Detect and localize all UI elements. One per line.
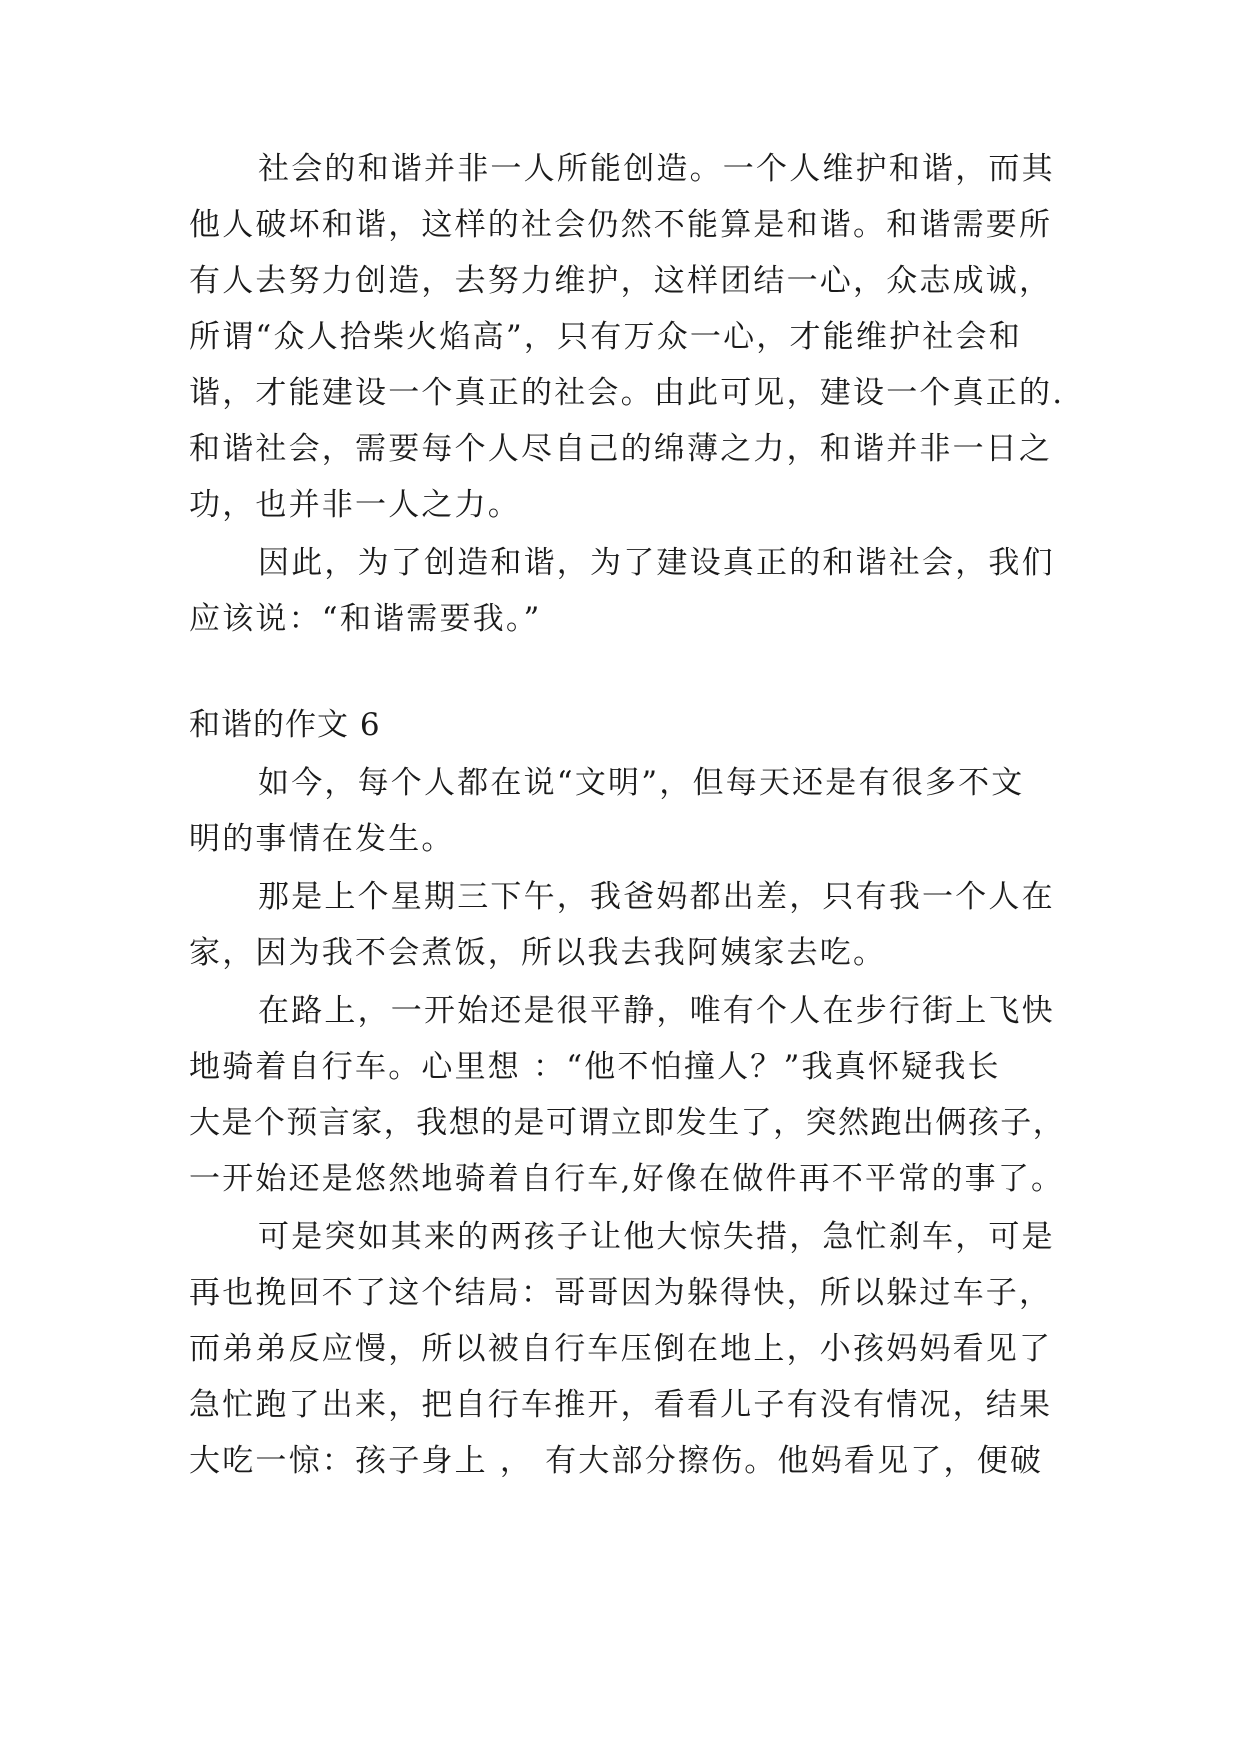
text-line: 那是上个星期三下午，我爸妈都出差，只有我一个人在 [258,879,1055,915]
text-line: 和谐社会，需要每个人尽自己的绵薄之力，和谐并非一日之 [189,431,1053,467]
text-line: 再也挽回不了这个结局：哥哥因为躲得快，所以躲过车子， [189,1275,1053,1311]
text-line: 一开始还是悠然地骑着自行车,好像在做件再不平常的事了。 [189,1161,1065,1197]
text-line: 急忙跑了出来，把自行车推开，看看儿子有没有情况，结果 [189,1387,1053,1423]
section-title: 和谐的作文 6 [189,707,381,743]
text-line: 他人破坏和谐，这样的社会仍然不能算是和谐。和谐需要所 [189,207,1053,243]
text-line: 社会的和谐并非一人所能创造。一个人维护和谐，而其 [258,151,1055,187]
text-line: 谐，才能建设一个真正的社会。由此可见，建设一个真正的. [189,375,1065,411]
text-line: 大吃一惊：孩子身上 ， 有大部分擦伤。他妈看见了，便破 [189,1443,1044,1479]
text-line: 因此，为了创造和谐，为了建设真正的和谐社会，我们 [258,545,1055,581]
text-line: 家，因为我不会煮饭，所以我去我阿姨家去吃。 [189,935,887,971]
text-line: 明的事情在发生。 [189,821,455,857]
text-line: 应该说：“和谐需要我。” [189,601,542,637]
text-line: 可是突如其来的两孩子让他大惊失措，急忙刹车，可是 [258,1219,1055,1255]
text-line: 所谓“众人拾柴火焰高”，只有万众一心，才能维护社会和 [189,319,1022,355]
text-line: 地骑着自行车。心里想 ：“他不怕撞人？”我真怀疑我长 [189,1049,1001,1085]
text-line: 功，也并非一人之力。 [189,487,521,523]
text-line: 有人去努力创造，去努力维护，这样团结一心，众志成诚， [189,263,1053,299]
text-line: 如今，每个人都在说“文明”，但每天还是有很多不文 [258,765,1025,801]
text-line: 而弟弟反应慢，所以被自行车压倒在地上，小孩妈妈看见了 [189,1331,1053,1367]
text-line: 在路上，一开始还是很平静，唯有个人在步行街上飞快 [258,993,1055,1029]
text-line: 大是个预言家，我想的是可谓立即发生了，突然跑出俩孩子， [189,1105,1066,1141]
